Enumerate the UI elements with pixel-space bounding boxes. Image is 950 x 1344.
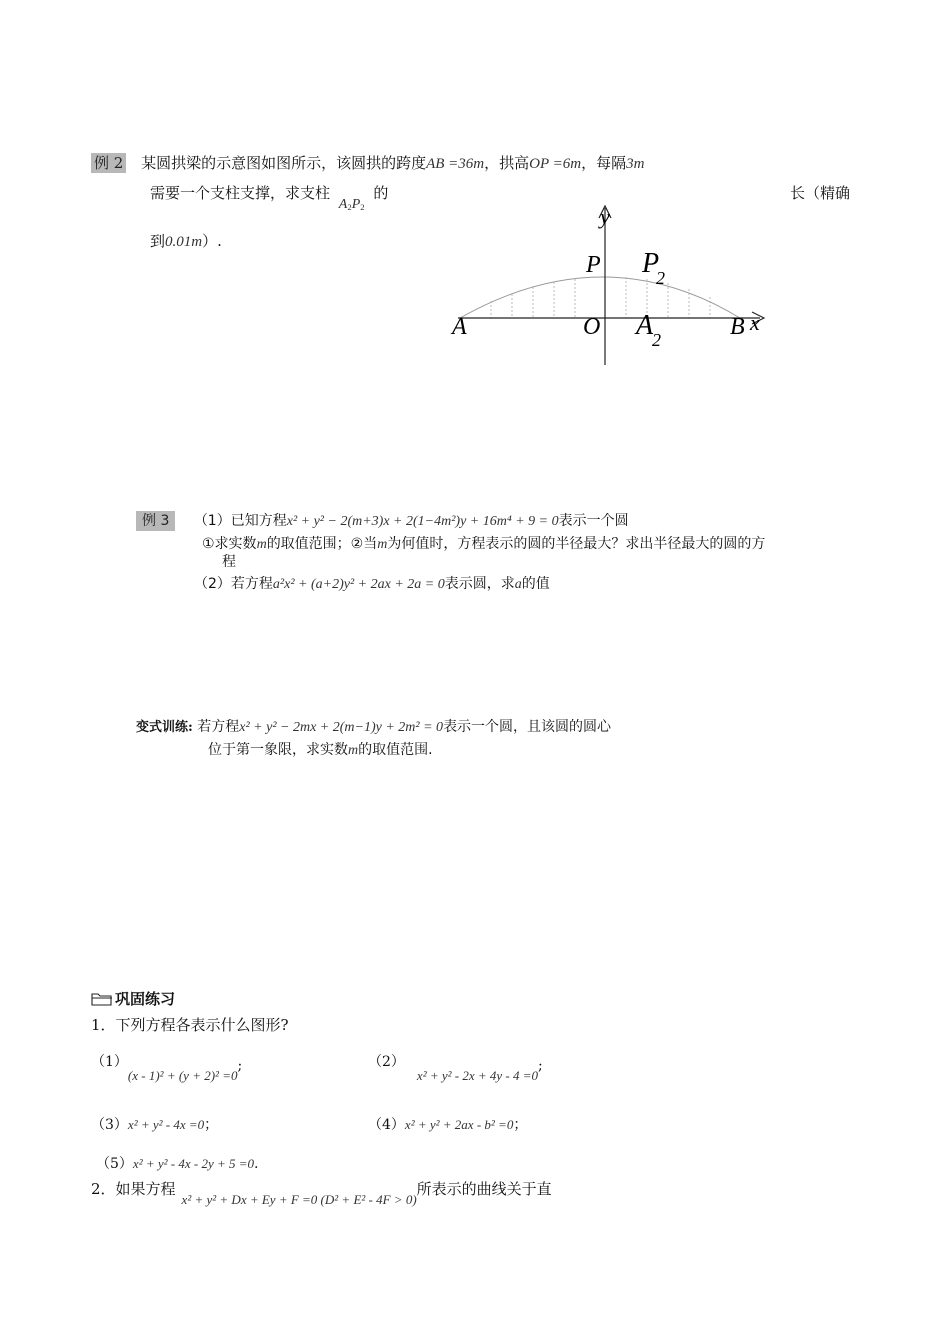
example3-line4-prefix: （2）若方程 [194,576,273,592]
q1-5-end: . [254,1156,259,1172]
math-eq-circle-3: x² + y² − 2mx + 2(m−1)y + 2m² = 0 [239,720,444,735]
label-p2: P [642,248,660,279]
label-p: P [586,252,601,278]
example3-line4 [194,573,550,593]
q1-2-label: （2） [368,1054,405,1070]
example3-line2-a: ①求实数 [202,536,257,552]
q2-suffix: 所表示的曲线关于直 [416,1180,552,1198]
math-q2: x² + y² + Dx + Ey + F =0 (D² + E² - 4F > 0) [181,1192,417,1207]
variant-line1-suffix: 表示一个圆，且该圆的圆心 [443,719,612,735]
q1-3-end: ； [204,1117,219,1133]
example3-line1 [136,510,629,530]
example2-line2-de: 的 [373,184,389,202]
arch-curve [460,277,740,318]
q1-1-end: ; [237,1058,243,1074]
math-a2p2: $A_2P_2$ [338,197,365,213]
example2-tag: 例 2 [91,153,126,173]
label-a: A [452,314,467,340]
example3-line4-mid: 表示圆，求 [444,576,515,592]
example2-line2 [150,182,388,213]
example3-line4-suffix: 的值 [521,576,550,592]
variant-line2-a: 位于第一象限，求实数 [208,742,348,758]
example2-text: 某圆拱梁的示意图如图所示，该圆拱的跨度 [141,154,427,172]
variant-line2-b: 的取值范围. [358,742,433,758]
q1-4-end: ； [513,1117,528,1133]
example3-line3: 程 [222,554,236,570]
math-q1-1: (x - 1)² + (y + 2)² =0 [127,1068,238,1083]
math-span-ab: AB =36m [426,156,485,172]
math-precision: 0.01m [165,234,203,250]
example2-text-mid: ，拱高 [484,154,530,172]
label-a2-sub: 2 [652,330,661,350]
q2-prefix: 2．如果方程 [91,1180,176,1198]
example2-line1 [91,152,644,173]
variant-line1 [136,716,611,736]
practice-q1-4 [368,1114,527,1134]
support-lines [491,277,710,318]
label-p2-sub: 2 [656,268,665,288]
q1-5-label: （5） [96,1156,133,1172]
math-q1-3: x² + y² - 4x =0 [127,1117,205,1132]
label-b: B [730,314,745,340]
practice-q1-3 [91,1114,218,1134]
q1-4-label: （4） [368,1117,405,1133]
example2-text-end: ，每隔 [581,154,627,172]
math-height-op: OP =6m [529,156,582,172]
example3-line1-prefix: （1）已知方程 [193,513,287,529]
variant-line1-prefix: 若方程 [197,719,240,735]
label-x: x [750,310,760,335]
practice-heading [91,988,175,1011]
q1-3-label: （3） [91,1117,128,1133]
arch-diagram [440,200,780,370]
example2-line2-text: 需要一个支柱支撑，求支柱 [150,184,331,202]
math-m: m [256,537,267,552]
example3-tag: 例 3 [136,511,175,531]
practice-q1: 1．下列方程各表示什么图形? [91,1016,289,1034]
example2-line2-right: 长（精确 [790,184,851,202]
practice-q1-5 [96,1153,258,1173]
example3-line1-suffix: 表示一个圆 [558,513,629,529]
variant-label: 变式训练: [136,720,193,735]
math-q1-5: x² + y² - 4x - 2y + 5 =0 [132,1156,255,1171]
label-o: O [583,314,601,340]
math-q1-4: x² + y² + 2ax - b² =0 [404,1117,514,1132]
example2-line3-text: 到 [150,232,166,250]
q1-1-label: （1） [91,1054,128,1070]
practice-q2 [91,1178,552,1208]
example3-line2-b: 的取值范围；②当 [266,536,378,552]
folder-icon [91,991,113,1011]
q1-2-end: ; [538,1058,543,1074]
math-m-3: m [348,743,359,758]
variant-line2 [208,739,433,759]
label-y: y [600,204,610,229]
example2-line3 [150,230,222,251]
math-interval: 3m [626,156,645,172]
practice-q1-1 [91,1051,242,1084]
practice-heading-text: 巩固练习 [115,990,176,1008]
example2-line3-end: ）. [202,232,222,250]
example3-line2 [202,533,765,553]
example3-line2-c: 为何值时，方程表示的圆的半径最大？求出半径最大的圆的方 [387,536,766,552]
math-a: a [514,577,522,592]
math-eq-circle-2: a²x² + (a+2)y² + 2ax + 2a = 0 [272,577,445,592]
math-eq-circle-1: x² + y² − 2(m+3)x + 2(1−4m²)y + 16m⁴ + 9 = 0 [286,514,559,529]
math-q1-2: x² + y² - 2x + 4y - 4 =0 [416,1068,539,1083]
math-m-2: m [377,537,388,552]
practice-q1-2 [368,1051,543,1084]
label-a2: A [636,310,654,341]
